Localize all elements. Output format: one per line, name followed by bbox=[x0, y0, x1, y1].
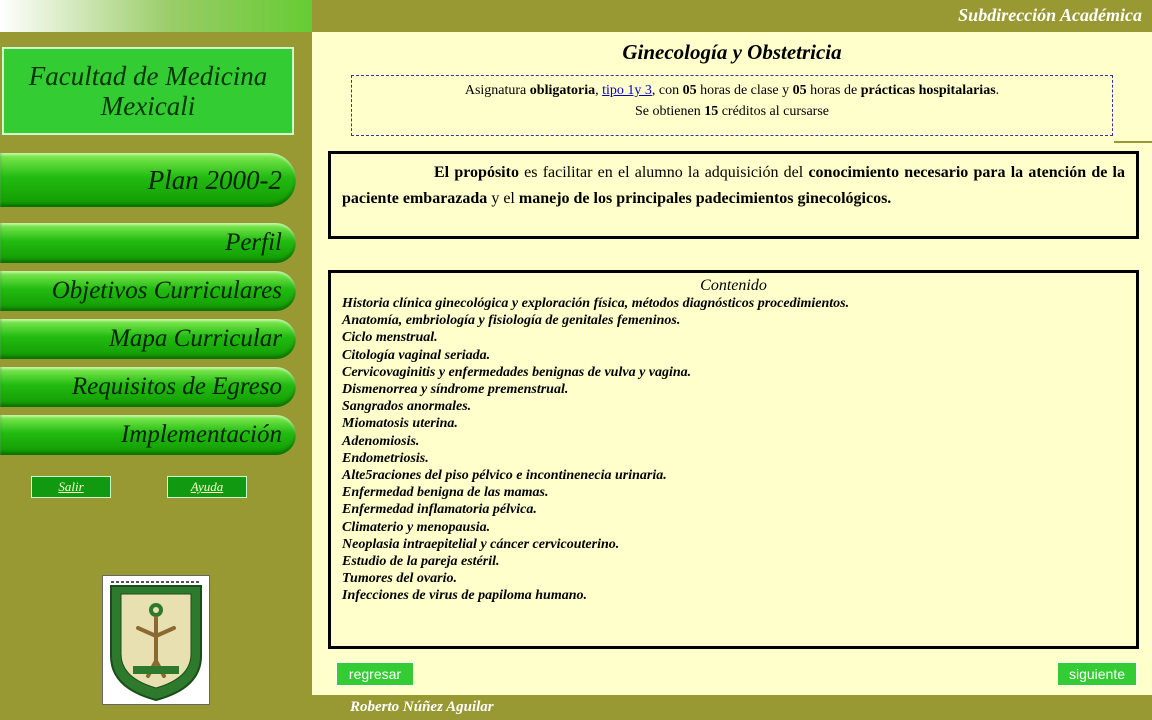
nav-requisitos-label: Requisitos de Egreso bbox=[71, 373, 282, 400]
info-text: Se obtienen bbox=[634, 104, 705, 119]
purpose-text: y el bbox=[487, 190, 519, 207]
info-text: Asignatura bbox=[464, 83, 530, 98]
course-info-line2 bbox=[352, 101, 1112, 122]
purpose-bold: conocimiento necesario para la atención de la paciente embarazada bbox=[342, 164, 1125, 207]
info-text: créditos al cursarse bbox=[718, 104, 829, 119]
purpose-box bbox=[328, 151, 1139, 239]
nav-objetivos-label: Objetivos Curriculares bbox=[51, 277, 282, 304]
content-item: Enfermedad inflamatoria pélvica. bbox=[342, 502, 537, 518]
course-type-link[interactable]: tipo 1y 3 bbox=[602, 83, 652, 98]
separator-line bbox=[1114, 141, 1152, 143]
nav-perfil-label: Perfil bbox=[225, 229, 282, 256]
practice-hours: 05 bbox=[792, 83, 807, 98]
content-item: Alte5raciones del piso pélvico e incontinenecia urinaria. bbox=[342, 468, 667, 484]
nav-objetivos-button[interactable] bbox=[0, 271, 296, 311]
content-item: Miomatosis uterina. bbox=[342, 416, 458, 432]
author-name: Roberto Núñez Aguilar bbox=[350, 699, 494, 715]
content-item: Sangrados anormales. bbox=[342, 399, 472, 415]
class-hours: 05 bbox=[682, 83, 697, 98]
contents-title: Contenido bbox=[700, 277, 767, 294]
purpose-text: es facilitar en el alumno la adquisición del bbox=[518, 164, 809, 181]
nav-implementacion-button[interactable] bbox=[0, 415, 296, 455]
content-item: Climaterio y menopausia. bbox=[342, 519, 491, 535]
top-gradient-bar bbox=[0, 0, 312, 32]
faculty-title-box bbox=[2, 47, 294, 135]
nav-plan-label: Plan 2000-2 bbox=[147, 164, 282, 195]
next-button[interactable]: siguiente bbox=[1057, 662, 1137, 686]
content-item: Dismenorrea y síndrome premenstrual. bbox=[342, 382, 569, 398]
nav-perfil-button[interactable] bbox=[0, 223, 296, 263]
content-item: Cervicovaginitis y enfermedades benignas de vulva y vagina. bbox=[342, 364, 692, 380]
course-info-line1 bbox=[352, 80, 1112, 101]
faculty-name: Facultad de Medicina bbox=[28, 61, 268, 91]
nav-mapa-label: Mapa Curricular bbox=[109, 325, 282, 352]
practices-label: prácticas hospitalarias bbox=[860, 83, 996, 98]
info-text: horas de bbox=[806, 83, 861, 98]
content-item: Anatomía, embriología y fisiología de genitales femeninos. bbox=[342, 313, 681, 329]
info-text: horas de clase y bbox=[696, 83, 793, 98]
course-info-box bbox=[351, 75, 1113, 136]
faculty-campus: Mexicali bbox=[100, 91, 196, 121]
content-item: Citología vaginal seriada. bbox=[342, 347, 491, 363]
info-text: . bbox=[995, 83, 1000, 98]
content-item: Historia clínica ginecológica y exploración física, métodos diagnósticos procedimientos. bbox=[342, 296, 850, 311]
content-item: Tumores del ovario. bbox=[342, 571, 457, 587]
info-text: , bbox=[595, 83, 603, 98]
purpose-bold: manejo de los principales padecimientos ginecológicos. bbox=[518, 190, 892, 207]
purpose-bold: El propósito bbox=[434, 164, 519, 181]
nav-implementacion-label: Implementación bbox=[120, 421, 282, 448]
credits: 15 bbox=[704, 104, 719, 119]
info-text: , con bbox=[651, 83, 683, 98]
nav-requisitos-button[interactable] bbox=[0, 367, 296, 407]
nav-plan-button[interactable] bbox=[0, 153, 296, 207]
university-seal-logo bbox=[102, 575, 210, 705]
contents-box bbox=[328, 270, 1139, 649]
content-item: Endometriosis. bbox=[342, 450, 429, 466]
header-title: Subdirección Académica bbox=[958, 5, 1142, 25]
content-item: Adenomiosis. bbox=[342, 433, 420, 449]
course-title: Ginecología y Obstetricia bbox=[622, 40, 842, 64]
back-button[interactable]: regresar bbox=[336, 662, 414, 686]
content-item: Ciclo menstrual. bbox=[342, 330, 438, 346]
exit-button[interactable]: Salir bbox=[31, 476, 111, 498]
nav-mapa-button[interactable] bbox=[0, 319, 296, 359]
help-button[interactable]: Ayuda bbox=[167, 476, 247, 498]
content-item: Estudio de la pareja estéril. bbox=[342, 554, 500, 570]
content-item: Infecciones de virus de papiloma humano. bbox=[342, 588, 588, 604]
content-item: Enfermedad benigna de las mamas. bbox=[342, 485, 549, 501]
seal-emblem-icon bbox=[103, 576, 209, 704]
info-mandatory: obligatoria bbox=[529, 83, 596, 98]
content-item: Neoplasia intraepitelial y cáncer cervicouterino. bbox=[342, 536, 620, 552]
